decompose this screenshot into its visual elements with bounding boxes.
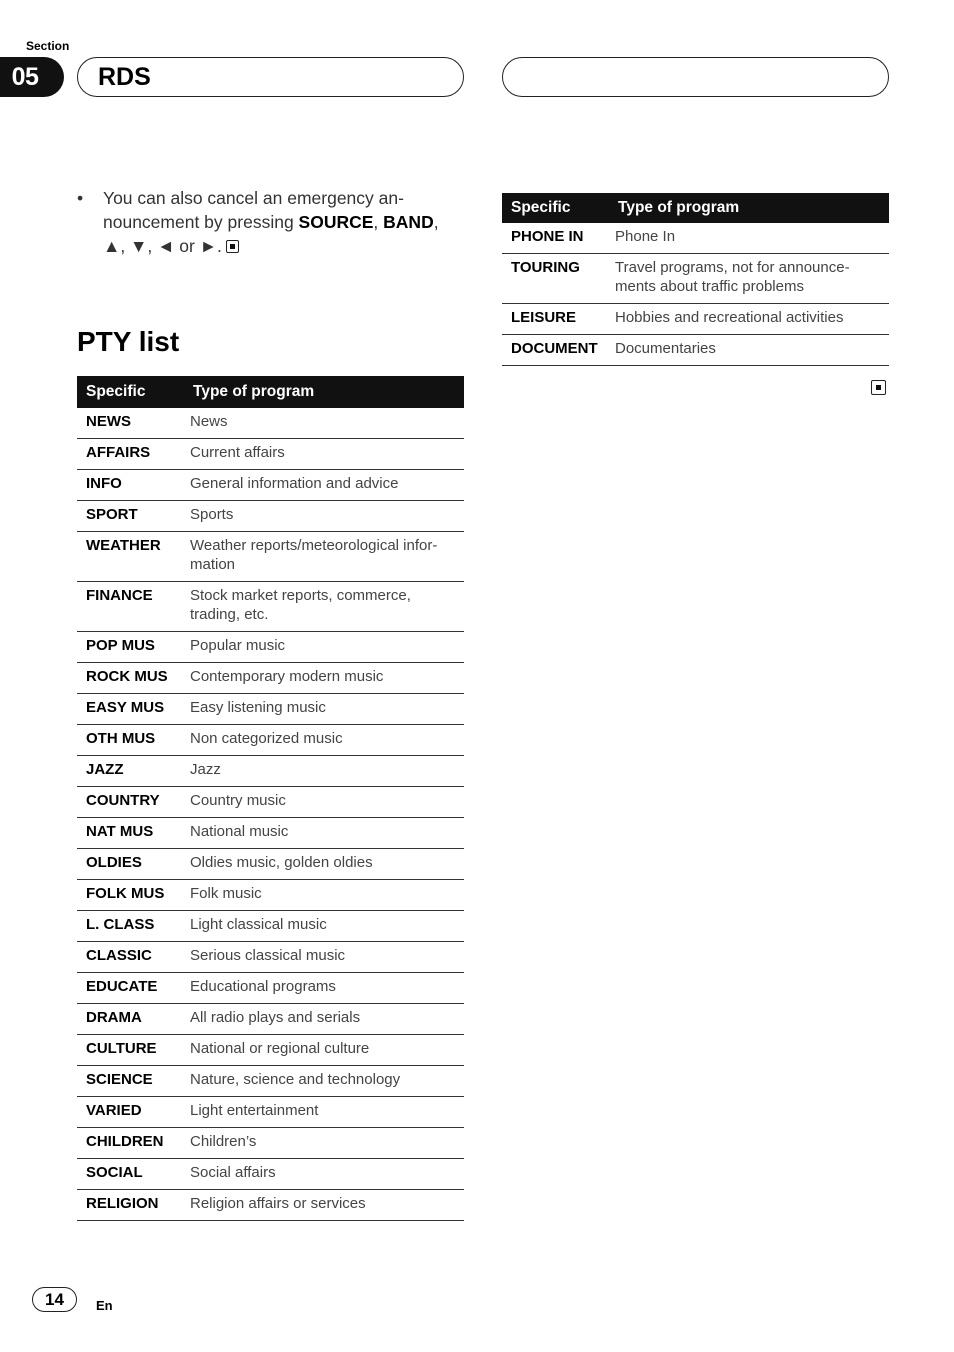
table-row	[77, 582, 464, 632]
pty-type: Current affairs	[184, 439, 464, 470]
table-row	[77, 787, 464, 818]
pty-code: EASY MUS	[77, 694, 184, 725]
table-row	[77, 1128, 464, 1159]
pty-code: INFO	[77, 470, 184, 501]
key-band: BAND	[383, 212, 434, 232]
pty-type: Weather reports/meteorological infor-mation	[184, 532, 464, 582]
table-row	[77, 1190, 464, 1221]
table-row	[77, 973, 464, 1004]
pty-type: Country music	[184, 787, 464, 818]
pty-type: Folk music	[184, 880, 464, 911]
pty-code: DOCUMENT	[502, 335, 609, 366]
pty-code: COUNTRY	[77, 787, 184, 818]
table-header-row	[502, 193, 889, 223]
pty-type: Non categorized music	[184, 725, 464, 756]
pty-code: PHONE IN	[502, 223, 609, 254]
key-source: SOURCE	[298, 212, 374, 232]
chapter-title-box-blank	[502, 57, 889, 97]
pty-type: Phone In	[609, 223, 889, 254]
pty-code: NAT MUS	[77, 818, 184, 849]
table-row	[77, 1097, 464, 1128]
pty-code: VARIED	[77, 1097, 184, 1128]
pty-type: Social affairs	[184, 1159, 464, 1190]
header-type: Type of program	[184, 376, 464, 408]
pty-type: Religion affairs or services	[184, 1190, 464, 1221]
pty-code: DRAMA	[77, 1004, 184, 1035]
pty-code: OLDIES	[77, 849, 184, 880]
pty-table-right-body	[502, 223, 889, 366]
pty-type: Contemporary modern music	[184, 663, 464, 694]
table-row	[77, 439, 464, 470]
table-row	[77, 1159, 464, 1190]
pty-type: Popular music	[184, 632, 464, 663]
pty-code: SPORT	[77, 501, 184, 532]
end-mark-icon	[871, 380, 886, 395]
pty-code: FINANCE	[77, 582, 184, 632]
pty-table-left-body	[77, 408, 464, 1221]
pty-code: TOURING	[502, 254, 609, 304]
section-number-tab: 05	[0, 57, 64, 97]
pty-table-left	[77, 376, 464, 1221]
table-row	[77, 501, 464, 532]
end-mark-right	[871, 380, 886, 395]
pty-code: LEISURE	[502, 304, 609, 335]
pty-type: All radio plays and serials	[184, 1004, 464, 1035]
note-body	[103, 186, 464, 258]
pty-code: L. CLASS	[77, 911, 184, 942]
pty-code: CULTURE	[77, 1035, 184, 1066]
pty-code: WEATHER	[77, 532, 184, 582]
table-row	[77, 725, 464, 756]
pty-code: SCIENCE	[77, 1066, 184, 1097]
pty-code: CHILDREN	[77, 1128, 184, 1159]
page-number: 14	[32, 1287, 77, 1312]
pty-code: POP MUS	[77, 632, 184, 663]
pty-code: AFFAIRS	[77, 439, 184, 470]
emergency-cancel-note	[77, 186, 464, 258]
header-specific: Specific	[502, 193, 609, 223]
table-row	[77, 1004, 464, 1035]
table-row	[77, 942, 464, 973]
chapter-title-box	[77, 57, 464, 97]
pty-type: Light classical music	[184, 911, 464, 942]
table-row	[502, 304, 889, 335]
pty-code: RELIGION	[77, 1190, 184, 1221]
pty-type: Sports	[184, 501, 464, 532]
table-row	[77, 880, 464, 911]
pty-type: Nature, science and technology	[184, 1066, 464, 1097]
section-label: Section	[26, 39, 70, 53]
pty-type: Educational programs	[184, 973, 464, 1004]
pty-type: Serious classical music	[184, 942, 464, 973]
table-row	[77, 408, 464, 439]
pty-code: NEWS	[77, 408, 184, 439]
table-row	[77, 818, 464, 849]
header-type: Type of program	[609, 193, 889, 223]
note-text-after: , ▲, ▼, ◄ or ►.	[103, 212, 439, 256]
pty-code: OTH MUS	[77, 725, 184, 756]
table-row	[502, 335, 889, 366]
pty-type: Documentaries	[609, 335, 889, 366]
chapter-title: RDS	[98, 62, 151, 91]
note-separator: ,	[373, 212, 384, 232]
language-label: En	[96, 1298, 113, 1313]
pty-type: Easy listening music	[184, 694, 464, 725]
table-row	[77, 849, 464, 880]
table-row	[77, 632, 464, 663]
header-specific: Specific	[77, 376, 184, 408]
table-row	[77, 694, 464, 725]
pty-type: Light entertainment	[184, 1097, 464, 1128]
note-text-before: You can also cancel an emergency an-nouncement by pressing	[103, 188, 404, 232]
pty-code: EDUCATE	[77, 973, 184, 1004]
bullet-marker: •	[77, 188, 84, 208]
end-mark-icon	[226, 240, 239, 253]
table-row	[77, 1066, 464, 1097]
pty-type: General information and advice	[184, 470, 464, 501]
pty-type: Travel programs, not for announce-ments about traffic problems	[609, 254, 889, 304]
table-row	[502, 254, 889, 304]
pty-code: JAZZ	[77, 756, 184, 787]
table-row	[502, 223, 889, 254]
pty-type: Stock market reports, commerce, trading, etc.	[184, 582, 464, 632]
table-row	[77, 756, 464, 787]
table-row	[77, 663, 464, 694]
table-row	[77, 532, 464, 582]
pty-type: Children’s	[184, 1128, 464, 1159]
pty-code: CLASSIC	[77, 942, 184, 973]
pty-type: News	[184, 408, 464, 439]
pty-code: FOLK MUS	[77, 880, 184, 911]
pty-list-heading: PTY list	[77, 326, 180, 357]
table-row	[77, 911, 464, 942]
pty-type: National or regional culture	[184, 1035, 464, 1066]
pty-type: Oldies music, golden oldies	[184, 849, 464, 880]
table-row	[77, 470, 464, 501]
pty-type: Jazz	[184, 756, 464, 787]
pty-type: National music	[184, 818, 464, 849]
pty-type: Hobbies and recreational activities	[609, 304, 889, 335]
pty-code: SOCIAL	[77, 1159, 184, 1190]
table-header-row	[77, 376, 464, 408]
pty-table-right	[502, 193, 889, 366]
table-row	[77, 1035, 464, 1066]
pty-code: ROCK MUS	[77, 663, 184, 694]
